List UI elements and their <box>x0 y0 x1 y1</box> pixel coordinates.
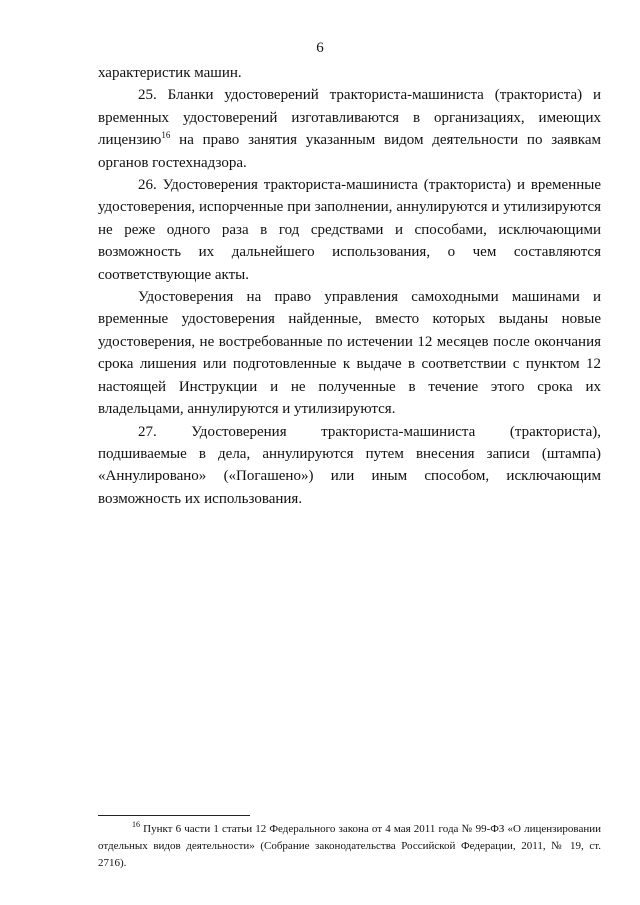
paragraph-25 <box>98 84 601 174</box>
paragraph-27: 27. Удостоверения тракториста-машиниста (тракториста), подшиваемые в дела, аннулируются путем внесения записи (штампа) «Аннулировано» («Погашено») или иным способом, исключающим возможность их использования. <box>98 423 601 507</box>
paragraph-25-text-end: на право занятия указанным видом деятельности по заявкам органов гостехнадзора. <box>98 132 601 171</box>
footnote-divider <box>98 815 250 816</box>
footnote: 16 Пункт 6 части 1 статьи 12 Федерального закона от 4 мая 2011 года № 99-ФЗ «О лицензировании отдельных видов деятельности» (Собрание законодательства Российской Федерации, 2011, № 19, ст. 2716). <box>98 820 601 869</box>
paragraph-26-continued: Удостоверения на право управления самоходными машинами и временные удостоверения найденные, вместо которых выданы новые удостоверения, не востребованные по истечении 12 месяцев после окончания срока лишения или подготовленные к выдаче в соответствии с пунктом 12 настоящей Инструкции и не полученные в течение этого срока их владельцами, аннулируются и утилизируются. <box>98 289 601 418</box>
paragraph-25-text: 25. Бланки удостоверений тракториста-машиниста (тракториста) и временных удостоверений изготавливаются в организациях, имеющих лицензию <box>98 87 601 149</box>
document-body <box>98 62 601 510</box>
footnote-text: Пункт 6 части 1 статьи 12 Федерального закона от 4 мая 2011 года № 99-ФЗ «О лицензировании отдельных видов деятельности» (Собрание законодательства Российской Федерации, 2011, № 19, ст. 2716). <box>98 823 601 869</box>
paragraph-26: 26. Удостоверения тракториста-машиниста (тракториста) и временные удостоверения, испорченные при заполнении, аннулируются и утилизируются не реже одного раза в год средствами и способами, исключающими возможность их дальнейшего использования, о чем составляются соответствующие акты. <box>98 177 601 283</box>
page-number: 6 <box>316 40 324 56</box>
paragraph-continuation: характеристик машин. <box>98 65 242 81</box>
footnote-reference: 16 <box>161 130 171 141</box>
